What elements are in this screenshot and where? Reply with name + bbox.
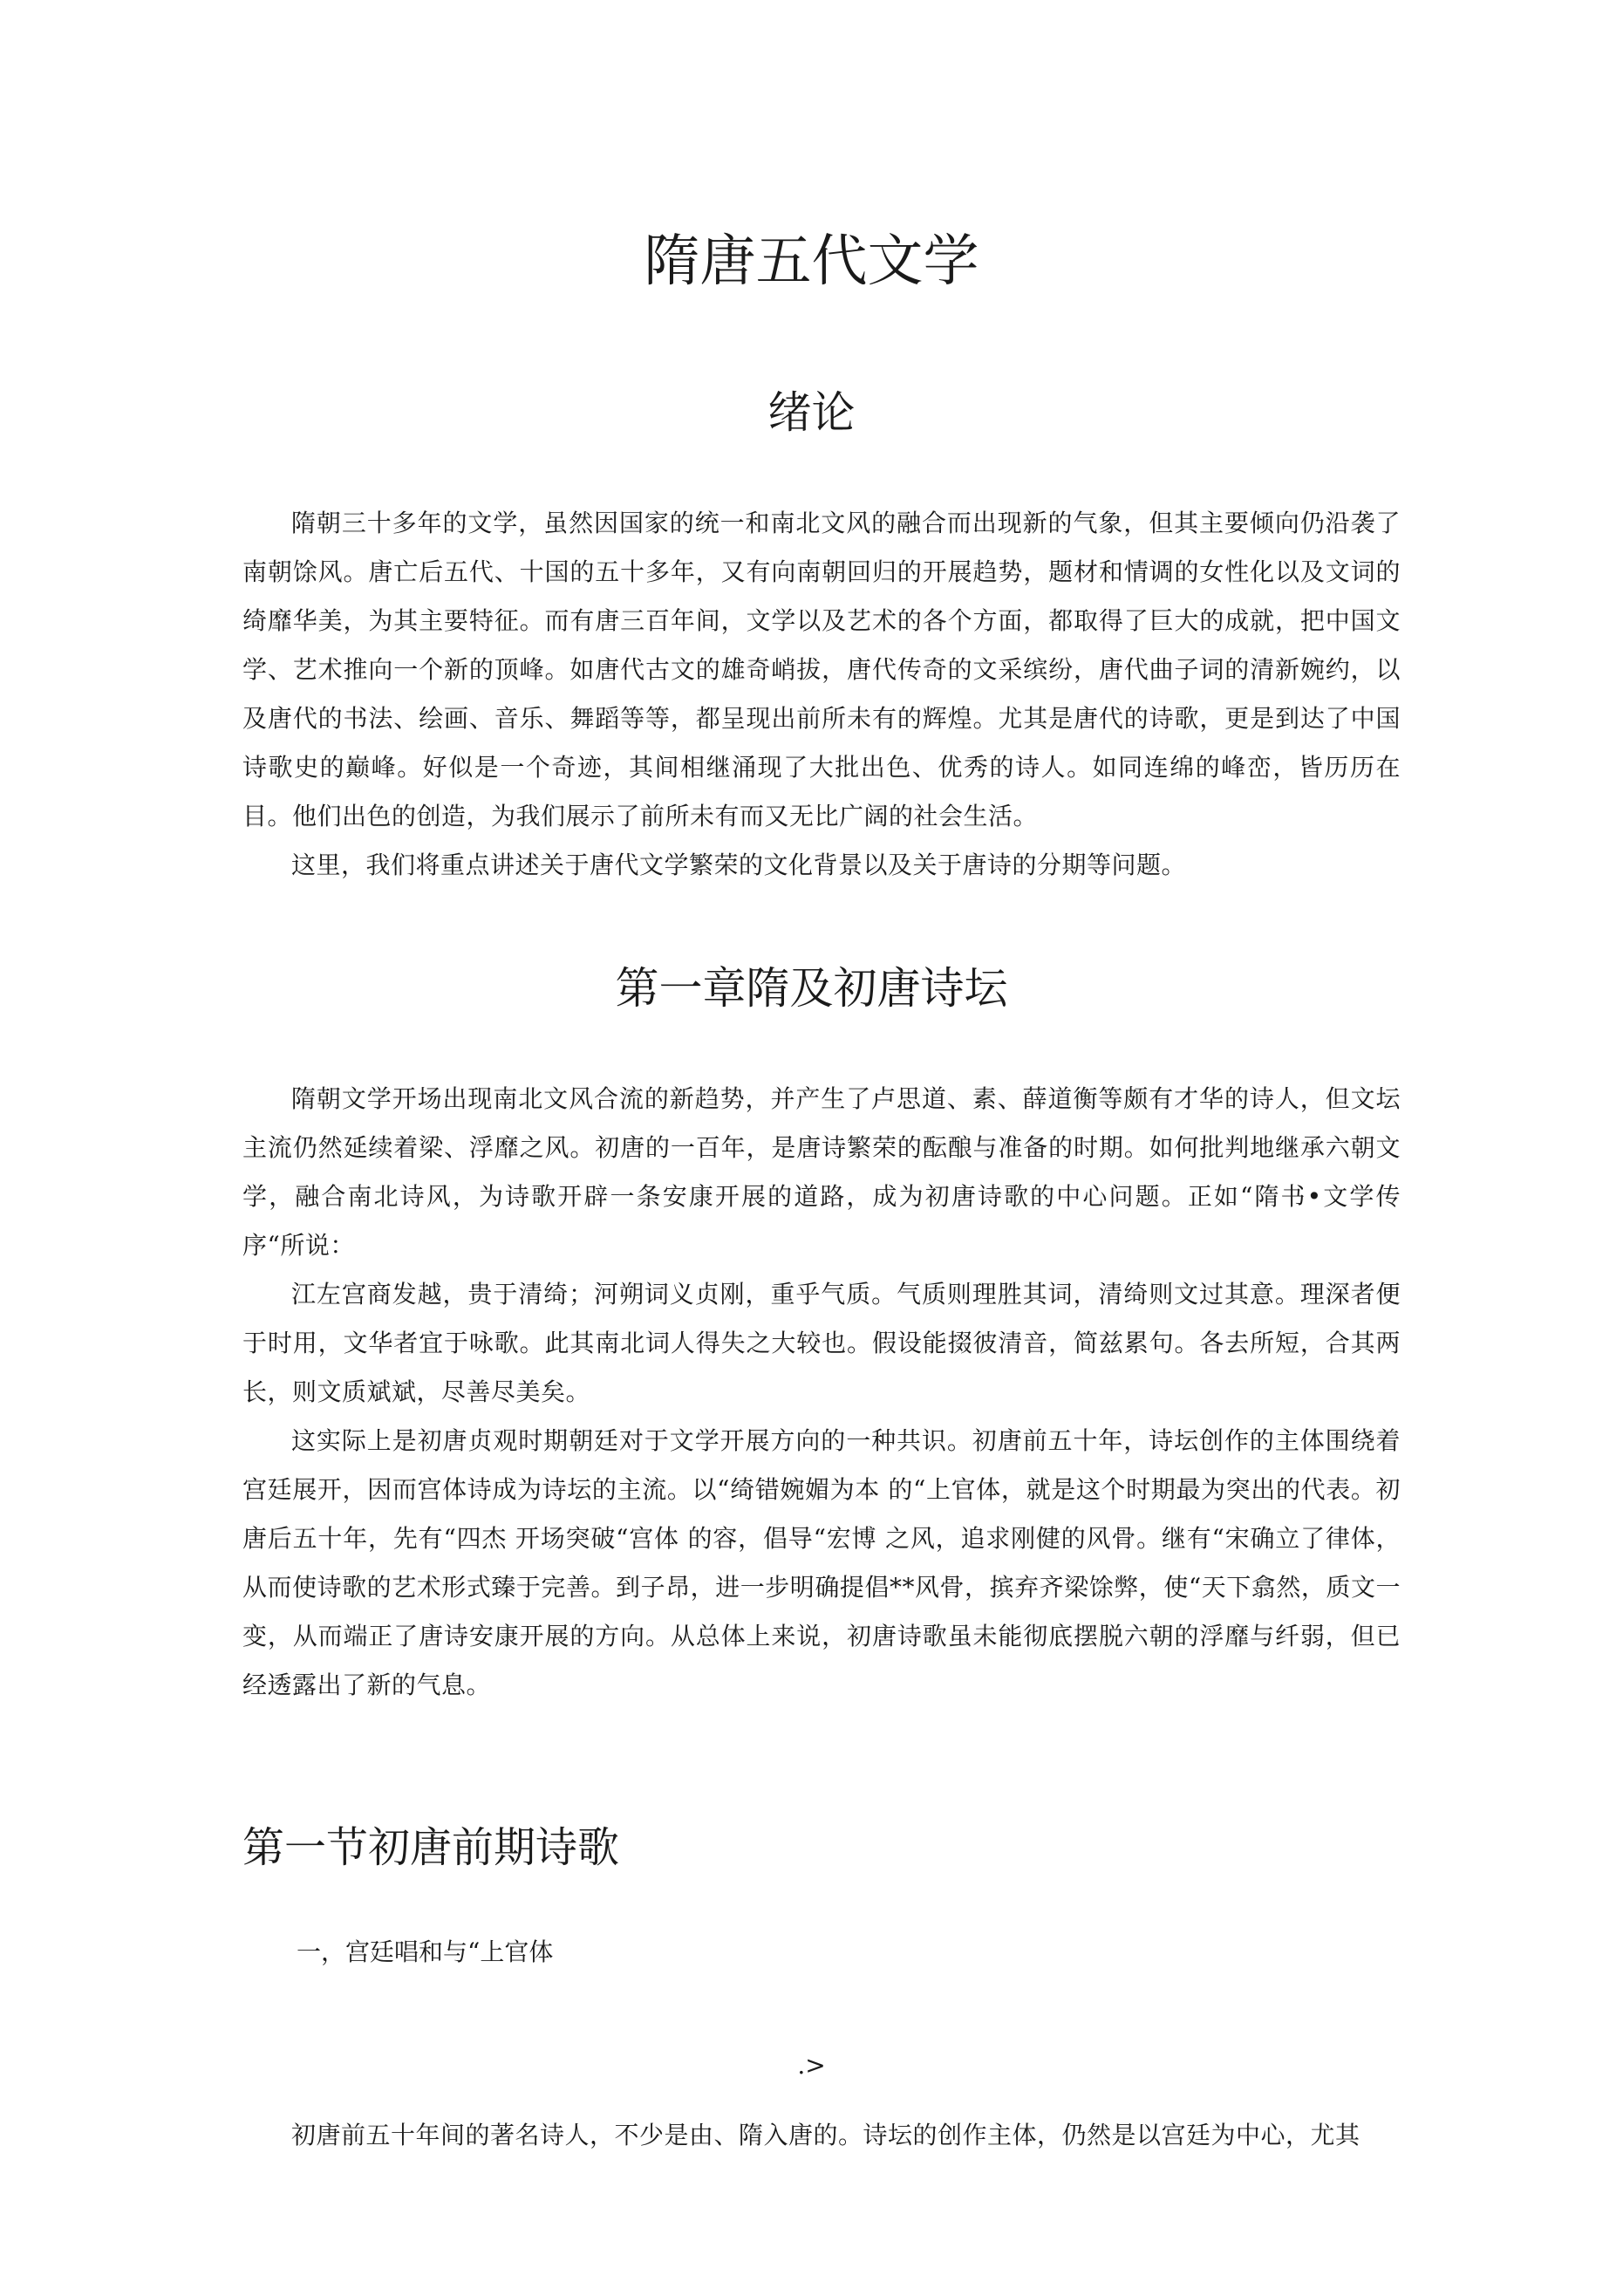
section-1-heading: 第一节初唐前期诗歌: [242, 1823, 620, 1872]
section-1-subheading: 一，宫廷唱和与“上官体: [297, 1937, 554, 1966]
chapter-1-body: [242, 1075, 1401, 1710]
intro-heading: 绪论: [767, 387, 856, 438]
chapter-1-quote: 江左宫商发越，贵于清绮；河朔词义贞刚，重乎气质。气质则理胜其词，清绮则文过其意。理深者便于时用，文华者宜于咏歌。此其南北词人得失之大较也。假设能掇彼清音，简兹累句。各去所短，合其两长，则文质斌斌，尽善尽美矣。: [242, 1280, 1401, 1406]
intro-paragraph-2: 这里，我们将重点讲述关于唐代文学繁荣的文化背景以及关于唐诗的分期等问题。: [291, 851, 1187, 879]
section-1-body: [242, 2111, 1401, 2160]
intro-paragraph-1: 隋朝三十多年的文学，虽然因国家的统一和南北文风的融合而出现新的气象，但其主要倾向仍沿袭了南朝馀风。唐亡后五代、十国的五十多年，又有向南朝回归的开展趋势，题材和情调的女性化以及文词的绮靡华美，为其主要特征。而有唐三百年间，文学以及艺术的各个方面，都取得了巨大的成就，把中国文学、艺术推向一个新的顶峰。如唐代古文的雄奇峭拔，唐代传奇的文采缤纷，唐代曲子词的清新婉约，以及唐代的书法、绘画、音乐、舞蹈等等，都呈现出前所未有的辉煌。尤其是唐代的诗歌，更是到达了中国诗歌史的巅峰。好似是一个奇迹，其间相继涌现了大批出色、优秀的诗人。如同连绵的峰峦，皆历历在目。他们出色的创造，为我们展示了前所未有而又无比广阔的社会生活。: [242, 509, 1401, 830]
intro-body: [242, 499, 1401, 890]
document-title: 隋唐五代文学: [644, 229, 979, 294]
chapter-1-paragraph-1: 隋朝文学开场出现南北文风合流的新趋势，并产生了卢思道、素、薛道衡等颇有才华的诗人，但文坛主流仍然延续着梁、浮靡之风。初唐的一百年，是唐诗繁荣的酝酿与准备的时期。如何批判地继承六朝文学，融合南北诗风，为诗歌开辟一条安康开展的道路，成为初唐诗歌的中心问题。正如“隋书•文学传序“所说：: [242, 1084, 1401, 1260]
chapter-1-paragraph-2: 这实际上是初唐贞观时期朝廷对于文学开展方向的一种共识。初唐前五十年，诗坛创作的主体围绕着宫廷展开，因而宫体诗成为诗坛的主流。以“绮错婉媚为本 的“上官体，就是这个时期最为突出的代表。初唐后五十年，先有“四杰 开场突破“宫体 的容，倡导“宏博 之风，追求刚健的风骨。继有“宋确立了律体，从而使诗歌的艺术形式臻于完善。到子昂，进一步明确提倡**风骨，摈弃齐梁馀弊，使“天下翕然，质文一变，从而端正了唐诗安康开展的方向。从总体上来说，初唐诗歌虽未能彻底摆脱六朝的浮靡与纤弱，但已经透露出了新的气息。: [242, 1426, 1401, 1699]
chapter-1-heading: 第一章隋及初唐诗坛: [615, 963, 1008, 1014]
page-marker: .>: [797, 2051, 826, 2080]
section-1-paragraph-1: 初唐前五十年间的著名诗人，不少是由、隋入唐的。诗坛的创作主体，仍然是以宫廷为中心，尤其: [291, 2121, 1360, 2149]
